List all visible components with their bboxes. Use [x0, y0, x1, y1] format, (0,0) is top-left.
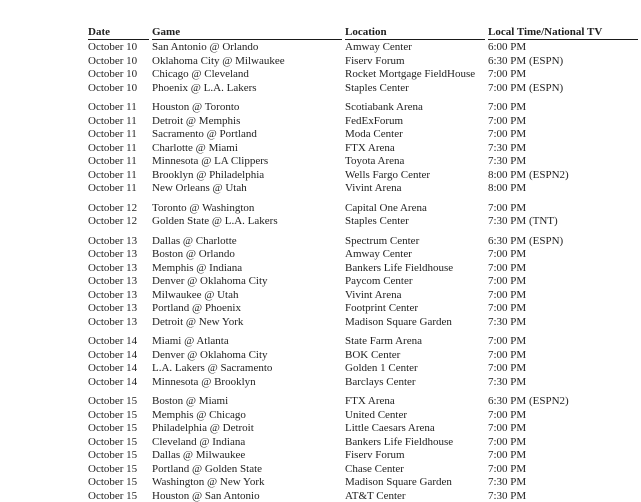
game-location: United Center — [345, 408, 408, 421]
date-section — [88, 41, 638, 95]
game-matchup: Houston @ Toronto — [152, 101, 240, 113]
game-matchup: Sacramento @ Portland — [152, 128, 257, 140]
game-time-tv: 7:30 PM — [488, 315, 527, 328]
game-time-tv: 7:00 PM — [488, 128, 527, 140]
game-date: October 15 — [88, 435, 138, 448]
game-matchup: Miami @ Atlanta — [152, 335, 229, 347]
game-time-tv: 6:00 PM — [488, 41, 527, 53]
table-row — [88, 376, 638, 390]
table-row — [88, 275, 638, 289]
game-date: October 14 — [88, 348, 138, 361]
game-time-tv: 7:30 PM (TNT) — [488, 215, 558, 227]
game-date: October 14 — [88, 335, 138, 347]
game-matchup: Portland @ Phoenix — [152, 302, 241, 314]
header-game: Game — [152, 26, 342, 40]
game-time-tv: 7:00 PM — [488, 275, 527, 287]
game-location: Staples Center — [345, 81, 409, 94]
game-date: October 13 — [88, 275, 138, 287]
game-location: Toyota Arena — [345, 155, 405, 167]
game-time-tv: 7:30 PM — [488, 476, 527, 488]
game-date: October 11 — [88, 101, 137, 113]
table-row — [88, 335, 638, 349]
date-section — [88, 101, 638, 196]
game-time-tv: 8:00 PM (ESPN2) — [488, 168, 569, 181]
game-location: Barclays Center — [345, 375, 416, 388]
table-row — [88, 422, 638, 436]
game-matchup: Brooklyn @ Philadelphia — [152, 168, 265, 181]
game-date: October 10 — [88, 68, 138, 80]
game-time-tv: 7:00 PM — [488, 462, 527, 475]
game-date: October 11 — [88, 114, 137, 127]
game-location: FTX Arena — [345, 141, 395, 154]
date-section — [88, 202, 638, 229]
header-local-time-national-tv: Local Time/National TV — [488, 26, 638, 40]
table-row — [88, 316, 638, 330]
game-date: October 12 — [88, 215, 138, 227]
game-date: October 11 — [88, 155, 137, 167]
game-matchup: Boston @ Miami — [152, 395, 229, 407]
game-date: October 15 — [88, 476, 138, 488]
game-location: FTX Arena — [345, 395, 395, 407]
table-row — [88, 476, 638, 490]
table-row — [88, 248, 638, 262]
game-time-tv: 7:30 PM — [488, 489, 527, 502]
game-date: October 11 — [88, 168, 137, 181]
date-section — [88, 335, 638, 389]
game-date: October 13 — [88, 248, 138, 260]
game-location: Rocket Mortgage FieldHouse — [345, 68, 476, 80]
game-date: October 15 — [88, 422, 138, 434]
game-matchup: Denver @ Oklahoma City — [152, 348, 268, 361]
game-matchup: Detroit @ Memphis — [152, 114, 241, 127]
game-matchup: Charlotte @ Miami — [152, 141, 238, 154]
game-location: Fiserv Forum — [345, 449, 405, 461]
game-date: October 10 — [88, 81, 138, 94]
game-time-tv: 6:30 PM (ESPN) — [488, 54, 564, 67]
game-location: BOK Center — [345, 348, 401, 361]
game-matchup: Washington @ New York — [152, 476, 265, 488]
game-matchup: Detroit @ New York — [152, 315, 244, 328]
game-matchup: Dallas @ Charlotte — [152, 234, 237, 247]
game-date: October 15 — [88, 462, 138, 475]
game-date: October 11 — [88, 182, 137, 194]
game-date: October 14 — [88, 362, 138, 374]
game-location: Paycom Center — [345, 275, 413, 287]
game-location: Amway Center — [345, 248, 412, 260]
game-time-tv: 7:00 PM (ESPN) — [488, 81, 564, 94]
game-date: October 10 — [88, 41, 138, 53]
game-location: Vivint Arena — [345, 182, 402, 194]
table-row — [88, 82, 638, 96]
table-row — [88, 235, 638, 249]
table-row — [88, 215, 638, 229]
header-date: Date — [88, 26, 149, 40]
game-location: Little Caesars Arena — [345, 422, 435, 434]
game-matchup: Milwaukee @ Utah — [152, 288, 239, 301]
game-date: October 13 — [88, 302, 138, 314]
table-row — [88, 68, 638, 82]
game-date: October 12 — [88, 201, 138, 214]
table-row — [88, 101, 638, 115]
date-section — [88, 395, 638, 502]
game-time-tv: 7:00 PM — [488, 449, 527, 461]
game-time-tv: 7:00 PM — [488, 114, 527, 127]
game-time-tv: 7:00 PM — [488, 335, 527, 347]
schedule-table — [88, 26, 638, 502]
table-row — [88, 449, 638, 463]
game-date: October 15 — [88, 395, 138, 407]
game-location: Madison Square Garden — [345, 476, 452, 488]
game-time-tv: 7:00 PM — [488, 302, 527, 314]
game-matchup: Minnesota @ LA Clippers — [152, 155, 269, 167]
game-time-tv: 7:00 PM — [488, 248, 527, 260]
game-date: October 15 — [88, 408, 138, 421]
game-matchup: Oklahoma City @ Milwaukee — [152, 54, 285, 67]
table-header-row — [88, 26, 638, 40]
game-date: October 13 — [88, 234, 138, 247]
game-location: Chase Center — [345, 462, 404, 475]
game-date: October 14 — [88, 375, 138, 388]
game-date: October 10 — [88, 54, 138, 67]
game-time-tv: 7:30 PM — [488, 155, 527, 167]
game-location: Vivint Arena — [345, 288, 402, 301]
game-matchup: Boston @ Orlando — [152, 248, 235, 260]
game-matchup: Houston @ San Antonio — [152, 489, 260, 502]
game-matchup: Minnesota @ Brooklyn — [152, 375, 256, 388]
table-row — [88, 262, 638, 276]
game-date: October 13 — [88, 261, 138, 274]
game-location: Amway Center — [345, 41, 412, 53]
game-location: AT&T Center — [345, 489, 406, 502]
game-location: Bankers Life Fieldhouse — [345, 435, 454, 448]
game-time-tv: 7:30 PM — [488, 375, 527, 388]
game-location: FedExForum — [345, 114, 404, 127]
game-location: Capital One Arena — [345, 201, 427, 214]
game-matchup: Dallas @ Milwaukee — [152, 449, 246, 461]
game-time-tv: 7:00 PM — [488, 101, 527, 113]
table-row — [88, 436, 638, 450]
game-matchup: Cleveland @ Indiana — [152, 435, 246, 448]
table-row — [88, 202, 638, 216]
game-matchup: Chicago @ Cleveland — [152, 68, 249, 80]
game-matchup: Golden State @ L.A. Lakers — [152, 215, 278, 227]
game-time-tv: 7:00 PM — [488, 435, 527, 448]
table-row — [88, 490, 638, 502]
game-date: October 15 — [88, 449, 138, 461]
table-row — [88, 55, 638, 69]
game-matchup: Philadelphia @ Detroit — [152, 422, 254, 434]
game-date: October 15 — [88, 489, 138, 502]
table-row — [88, 169, 638, 183]
game-time-tv: 6:30 PM (ESPN2) — [488, 395, 569, 407]
game-location: State Farm Arena — [345, 335, 422, 347]
game-date: October 13 — [88, 288, 138, 301]
table-row — [88, 362, 638, 376]
game-date: October 11 — [88, 128, 137, 140]
game-location: Spectrum Center — [345, 234, 420, 247]
game-time-tv: 7:00 PM — [488, 422, 527, 434]
game-time-tv: 6:30 PM (ESPN) — [488, 234, 564, 247]
game-time-tv: 7:00 PM — [488, 408, 527, 421]
game-location: Madison Square Garden — [345, 315, 452, 328]
game-location: Moda Center — [345, 128, 403, 140]
game-location: Bankers Life Fieldhouse — [345, 261, 454, 274]
game-matchup: Memphis @ Indiana — [152, 261, 243, 274]
game-matchup: Toronto @ Washington — [152, 201, 255, 214]
date-section — [88, 235, 638, 330]
table-row — [88, 395, 638, 409]
game-location: Golden 1 Center — [345, 362, 418, 374]
table-row — [88, 115, 638, 129]
game-location: Staples Center — [345, 215, 409, 227]
game-time-tv: 7:00 PM — [488, 201, 527, 214]
table-row — [88, 142, 638, 156]
table-row — [88, 409, 638, 423]
game-matchup: San Antonio @ Orlando — [152, 41, 259, 53]
game-time-tv: 7:00 PM — [488, 362, 527, 374]
game-location: Wells Fargo Center — [345, 168, 431, 181]
table-row — [88, 182, 638, 196]
table-row — [88, 349, 638, 363]
game-time-tv: 7:00 PM — [488, 348, 527, 361]
game-time-tv: 7:00 PM — [488, 288, 527, 301]
table-row — [88, 41, 638, 55]
game-date: October 11 — [88, 141, 137, 154]
table-row — [88, 289, 638, 303]
table-row — [88, 155, 638, 169]
game-time-tv: 7:00 PM — [488, 261, 527, 274]
game-time-tv: 8:00 PM — [488, 182, 527, 194]
game-location: Fiserv Forum — [345, 54, 405, 67]
game-time-tv: 7:30 PM — [488, 141, 527, 154]
game-matchup: Portland @ Golden State — [152, 462, 263, 475]
header-location: Location — [345, 26, 485, 40]
table-row — [88, 128, 638, 142]
table-body — [88, 41, 638, 502]
game-matchup: Denver @ Oklahoma City — [152, 275, 268, 287]
game-matchup: Memphis @ Chicago — [152, 408, 246, 421]
game-time-tv: 7:00 PM — [488, 68, 527, 80]
game-matchup: New Orleans @ Utah — [152, 182, 247, 194]
game-date: October 13 — [88, 315, 138, 328]
game-matchup: Phoenix @ L.A. Lakers — [152, 81, 257, 94]
table-row — [88, 463, 638, 477]
game-location: Scotiabank Arena — [345, 101, 423, 113]
table-row — [88, 302, 638, 316]
game-location: Footprint Center — [345, 302, 419, 314]
game-matchup: L.A. Lakers @ Sacramento — [152, 362, 273, 374]
